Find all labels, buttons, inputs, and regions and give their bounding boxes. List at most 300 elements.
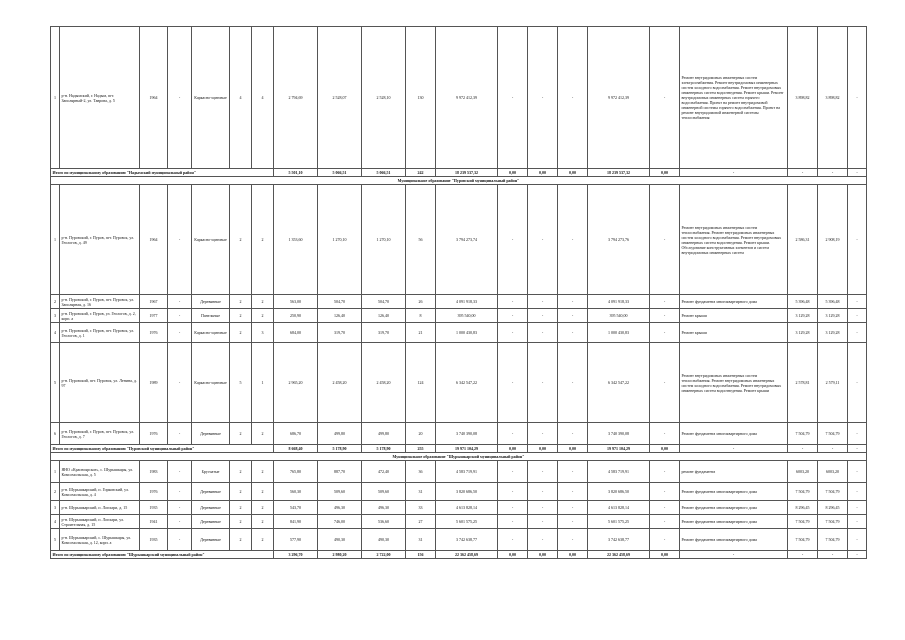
table-cell: - bbox=[528, 295, 558, 309]
total-value: 3 296,70 bbox=[274, 551, 318, 559]
table-cell: - bbox=[498, 501, 528, 515]
table-cell: - bbox=[498, 423, 528, 445]
table-cell: р-н. Пуровский, г. Пуров, пгт. Пуровск, ул. Геологов, д. 7 bbox=[60, 423, 140, 445]
table-cell: - bbox=[168, 323, 192, 343]
total-value: 18 239 537,32 bbox=[588, 169, 650, 177]
table-cell: 36 bbox=[406, 461, 436, 483]
total-value: - bbox=[818, 169, 848, 177]
table-cell: 1977 bbox=[140, 309, 168, 323]
section-title: Муниципальное образование "Пуровский муниципальный район" bbox=[51, 177, 867, 185]
table-cell: 2 bbox=[230, 423, 252, 445]
table-cell: - bbox=[650, 295, 680, 309]
table-cell: - bbox=[558, 295, 588, 309]
table-cell: - bbox=[558, 461, 588, 483]
table-cell: р-н. Пуровский, г. Пуров, пгт. Пуровск, ул. Геологов, д. 49 bbox=[60, 185, 140, 295]
table-cell: Ремонт фундамента многоквартирного дома bbox=[680, 529, 788, 551]
table-cell: 1 bbox=[51, 185, 60, 295]
table-cell: 7 504,79 bbox=[818, 423, 848, 445]
table-cell: 6003,20 bbox=[788, 461, 818, 483]
total-value: - bbox=[788, 551, 818, 559]
table-cell: Панельные bbox=[192, 309, 230, 323]
total-value: 8 668,40 bbox=[274, 445, 318, 453]
table-cell: Каркасно-щитовые bbox=[192, 185, 230, 295]
total-row bbox=[51, 445, 867, 453]
total-value: 0,00 bbox=[498, 551, 528, 559]
table-cell: 536,60 bbox=[362, 515, 406, 529]
table-cell: 5 601 575,25 bbox=[588, 515, 650, 529]
table-cell: 1 000 430,83 bbox=[588, 323, 650, 343]
table-cell: р-н. Надымский, г. Надым, пгт. Заполярный-2, ул. Таврова, д. 5 bbox=[60, 27, 140, 169]
table-cell: 124 bbox=[406, 343, 436, 423]
table-cell: - bbox=[528, 461, 558, 483]
table-cell: - bbox=[650, 515, 680, 529]
table-cell: 2 bbox=[230, 185, 252, 295]
table-cell: - bbox=[558, 343, 588, 423]
table-cell: 3 794 273,74 bbox=[436, 185, 498, 295]
table-cell: 7 504,79 bbox=[818, 515, 848, 529]
total-label: Итого по муниципальному образованию "Шурышкарский муниципальный район" bbox=[51, 551, 274, 559]
table-cell: 1 353,60 bbox=[274, 185, 318, 295]
table-cell: - bbox=[848, 483, 867, 501]
table-cell: 577,90 bbox=[274, 529, 318, 551]
table-cell: 2 965,20 bbox=[274, 343, 318, 423]
table-cell: 5 601 575,25 bbox=[436, 515, 498, 529]
table-cell: 1935 bbox=[140, 501, 168, 515]
table-cell: - bbox=[498, 309, 528, 323]
table-cell: - bbox=[848, 501, 867, 515]
table-cell: 4 bbox=[51, 515, 60, 529]
table-cell: - bbox=[848, 423, 867, 445]
total-value: - bbox=[848, 445, 867, 453]
table-row bbox=[51, 185, 867, 295]
table-cell: 1989 bbox=[140, 343, 168, 423]
table-row bbox=[51, 423, 867, 445]
table-cell: 2 bbox=[230, 501, 252, 515]
table-cell: 686,70 bbox=[274, 423, 318, 445]
table-cell: 4 bbox=[51, 323, 60, 343]
total-row bbox=[51, 551, 867, 559]
total-value: - bbox=[788, 169, 818, 177]
table-cell: 496,30 bbox=[362, 501, 406, 515]
total-value: 0,00 bbox=[558, 445, 588, 453]
table-cell: 9 972 412,39 bbox=[436, 27, 498, 169]
table-cell: Брусчатые bbox=[192, 461, 230, 483]
section-title-row bbox=[51, 453, 867, 461]
total-value: 5 066,51 bbox=[318, 169, 362, 177]
table-cell: - bbox=[168, 185, 192, 295]
total-value: - bbox=[848, 551, 867, 559]
total-value: 5 178,90 bbox=[318, 445, 362, 453]
table-cell: 3 129,28 bbox=[788, 323, 818, 343]
table-cell: 395 540,00 bbox=[436, 309, 498, 323]
table-row bbox=[51, 529, 867, 551]
table-cell: - bbox=[498, 483, 528, 501]
table-cell: 2 586,31 bbox=[788, 185, 818, 295]
table-cell: 4 091 918,33 bbox=[436, 295, 498, 309]
table-cell: 2 bbox=[230, 323, 252, 343]
table-cell: 499,80 bbox=[362, 423, 406, 445]
table-cell: 4 091 918,33 bbox=[588, 295, 650, 309]
table-cell: р-н. Шурышкарский, п. Горковский, ул. Комсомольская, д. 4 bbox=[60, 483, 140, 501]
table-cell: 509,60 bbox=[362, 483, 406, 501]
table-cell: 560,30 bbox=[274, 483, 318, 501]
table-cell: - bbox=[848, 461, 867, 483]
table-cell: Ремонт фундамента многоквартирного дома bbox=[680, 295, 788, 309]
table-cell: 2 bbox=[230, 309, 252, 323]
total-value: 0,00 bbox=[650, 445, 680, 453]
table-cell: 31 bbox=[406, 483, 436, 501]
table-cell: 2 bbox=[51, 295, 60, 309]
total-value: 5 178,90 bbox=[362, 445, 406, 453]
table-cell: - bbox=[528, 529, 558, 551]
table-cell: 3 898,82 bbox=[818, 27, 848, 169]
table-cell: - bbox=[168, 483, 192, 501]
total-value: - bbox=[818, 445, 848, 453]
table-cell: 2 bbox=[252, 423, 274, 445]
table-cell: 3 bbox=[51, 501, 60, 515]
table-cell: 6 bbox=[51, 423, 60, 445]
table-cell: 1967 bbox=[140, 295, 168, 309]
table-cell: 8 296,45 bbox=[818, 501, 848, 515]
table-cell: 7 504,79 bbox=[818, 529, 848, 551]
table-row bbox=[51, 501, 867, 515]
table-cell: 3 742 638,77 bbox=[588, 529, 650, 551]
table-cell: 504,70 bbox=[318, 295, 362, 309]
total-value: 2 722,00 bbox=[362, 551, 406, 559]
table-cell: 1976 bbox=[140, 483, 168, 501]
table-cell: 746,00 bbox=[318, 515, 362, 529]
table-cell: 496,30 bbox=[318, 501, 362, 515]
table-cell: - bbox=[558, 323, 588, 343]
table-cell: 8 bbox=[406, 309, 436, 323]
table-cell: 504,70 bbox=[362, 295, 406, 309]
capital-repair-table bbox=[50, 26, 867, 559]
total-value: - bbox=[818, 551, 848, 559]
table-cell: 2 bbox=[252, 295, 274, 309]
table-cell: 27 bbox=[406, 515, 436, 529]
table-cell: 2 794,69 bbox=[274, 27, 318, 169]
table-row bbox=[51, 515, 867, 529]
table-cell: 2 578,81 bbox=[788, 343, 818, 423]
table-cell: ремонт фундамента bbox=[680, 461, 788, 483]
table-cell: Ремонт фундамента многоквартирного дома bbox=[680, 501, 788, 515]
table-cell: 2 458,20 bbox=[318, 343, 362, 423]
table-cell: - bbox=[498, 461, 528, 483]
table-cell: 490,30 bbox=[362, 529, 406, 551]
table-cell: 887,70 bbox=[318, 461, 362, 483]
table-cell: 2 528,10 bbox=[362, 27, 406, 169]
table-cell: - bbox=[650, 529, 680, 551]
table-cell: 2 bbox=[51, 483, 60, 501]
table-cell: - bbox=[558, 501, 588, 515]
table-cell: 2 bbox=[252, 501, 274, 515]
table-cell: - bbox=[528, 501, 558, 515]
total-value: 156 bbox=[406, 551, 436, 559]
table-cell: 841,90 bbox=[274, 515, 318, 529]
table-cell: 126,40 bbox=[318, 309, 362, 323]
table-cell: Ремонт фундамента многоквартирного дома bbox=[680, 515, 788, 529]
table-cell: - bbox=[558, 515, 588, 529]
table-cell: - bbox=[498, 185, 528, 295]
table-cell: 1976 bbox=[140, 323, 168, 343]
table-cell: - bbox=[528, 515, 558, 529]
table-cell: - bbox=[498, 343, 528, 423]
table-cell: Каркасно-щитовые bbox=[192, 343, 230, 423]
total-value: - bbox=[680, 551, 788, 559]
table-cell: 4 bbox=[252, 27, 274, 169]
table-cell: 2 bbox=[252, 515, 274, 529]
total-value: 0,00 bbox=[498, 169, 528, 177]
table-cell: - bbox=[558, 529, 588, 551]
total-value: 0,00 bbox=[498, 445, 528, 453]
table-cell: 250,90 bbox=[274, 309, 318, 323]
table-cell: р-н. Пуровский, г. Пуров, пгт. Пуровск, ул. Заполярная, д. 16 bbox=[60, 295, 140, 309]
table-cell: 4 613 828,14 bbox=[436, 501, 498, 515]
table-cell: 1941 bbox=[140, 515, 168, 529]
table-cell: - bbox=[848, 515, 867, 529]
table-cell: 2 bbox=[230, 529, 252, 551]
table-cell: 7 504,79 bbox=[788, 515, 818, 529]
table-cell: 1964 bbox=[140, 185, 168, 295]
table-cell: 3 740 390,08 bbox=[588, 423, 650, 445]
table-cell: 765,80 bbox=[274, 461, 318, 483]
table-cell: 20 bbox=[406, 423, 436, 445]
table-cell: Ремонт внутридомовых инженерных систем электроснабжения. Ремонт внутридомовых инженерных систем холодного водоснабжения. Ремонт внутридомовых инженерных систем водоотведения. Ремонт крыши. Ремонт внутридомовых инженерных систем горячего водоснабжения. Проект на ремонт внутридомовой инженерной системы горячего водоснабжения. Проект на ремонт внутридомовой инженерной системы теплоснабжения bbox=[680, 27, 788, 169]
table-cell: - bbox=[168, 27, 192, 169]
table-row bbox=[51, 483, 867, 501]
table-cell: 1 bbox=[252, 343, 274, 423]
table-cell: - bbox=[168, 529, 192, 551]
table-cell: Ремонт фундамента многоквартирного дома bbox=[680, 423, 788, 445]
table-cell: 2 579,11 bbox=[818, 343, 848, 423]
table-cell: 33 bbox=[406, 501, 436, 515]
table-cell: 56 bbox=[406, 185, 436, 295]
table-cell: - bbox=[848, 309, 867, 323]
table-cell: 5 bbox=[230, 343, 252, 423]
table-cell: 6003,20 bbox=[818, 461, 848, 483]
table-cell: Деревянные bbox=[192, 529, 230, 551]
table-cell: - bbox=[528, 323, 558, 343]
table-cell: - bbox=[168, 461, 192, 483]
table-cell: 3 820 686,50 bbox=[436, 483, 498, 501]
table-cell: 2 bbox=[230, 295, 252, 309]
table-cell: - bbox=[848, 343, 867, 423]
table-cell: 4 bbox=[230, 27, 252, 169]
table-cell: 2 bbox=[252, 461, 274, 483]
table-cell: р-н. Пуровский, г. Пуров, ул. Геологов, д. 2, корп. а bbox=[60, 309, 140, 323]
total-value: 2 980,20 bbox=[318, 551, 362, 559]
table-cell: 6 342 547,22 bbox=[436, 343, 498, 423]
table-cell: 3 bbox=[252, 323, 274, 343]
table-cell: 1 000 430,83 bbox=[436, 323, 498, 343]
total-value: 0,00 bbox=[528, 169, 558, 177]
table-row bbox=[51, 323, 867, 343]
table-cell: 2 bbox=[252, 529, 274, 551]
total-value: 22 362 458,69 bbox=[436, 551, 498, 559]
table-cell: 31 bbox=[406, 529, 436, 551]
table-cell: 3 898,82 bbox=[788, 27, 818, 169]
table-cell: 1983 bbox=[140, 461, 168, 483]
table-cell: - bbox=[558, 423, 588, 445]
table-cell: 319,70 bbox=[318, 323, 362, 343]
table-cell: 395 540,00 bbox=[588, 309, 650, 323]
table-cell: 2 bbox=[230, 461, 252, 483]
table-row bbox=[51, 461, 867, 483]
table-cell: - bbox=[528, 309, 558, 323]
table-cell: 3 740 390,08 bbox=[436, 423, 498, 445]
table-cell: - bbox=[848, 323, 867, 343]
total-value: 22 362 458,69 bbox=[588, 551, 650, 559]
table-cell: - bbox=[528, 483, 558, 501]
total-value: - bbox=[788, 445, 818, 453]
table-cell: р-н. Шурышкарский, с. Шурышкары, ул. Комсомольская, д. 12, корп. а bbox=[60, 529, 140, 551]
table-cell: - bbox=[650, 185, 680, 295]
table-cell: - bbox=[168, 515, 192, 529]
table-cell: 3 820 686,50 bbox=[588, 483, 650, 501]
table-cell: Ремонт фундамента многоквартирного дома bbox=[680, 483, 788, 501]
table-cell: 2 bbox=[230, 483, 252, 501]
table-cell: 5 396,48 bbox=[818, 295, 848, 309]
table-cell: - bbox=[168, 295, 192, 309]
table-cell: - bbox=[650, 461, 680, 483]
table-cell: 2 bbox=[230, 515, 252, 529]
table-cell: 4 583 719,91 bbox=[436, 461, 498, 483]
table-cell: 509,60 bbox=[318, 483, 362, 501]
section-title-row bbox=[51, 177, 867, 185]
table-cell: 2 458,20 bbox=[362, 343, 406, 423]
table-cell: - bbox=[528, 185, 558, 295]
table-cell: 3 742 638,77 bbox=[436, 529, 498, 551]
table-cell: 9 972 412,39 bbox=[588, 27, 650, 169]
total-value: 0,00 bbox=[650, 551, 680, 559]
table-cell: Ремонт крыши bbox=[680, 309, 788, 323]
table-cell: 1 270,10 bbox=[318, 185, 362, 295]
total-value: 0,00 bbox=[558, 169, 588, 177]
table-cell: 21 bbox=[406, 323, 436, 343]
table-cell: - bbox=[650, 309, 680, 323]
table-cell: - bbox=[558, 483, 588, 501]
table-cell: - bbox=[650, 323, 680, 343]
table-cell: 5 bbox=[51, 343, 60, 423]
table-cell: - bbox=[168, 423, 192, 445]
table-cell: 4 613 828,14 bbox=[588, 501, 650, 515]
total-value: 255 bbox=[406, 445, 436, 453]
table-cell: Ремонт внутридомовых инженерных систем теплоснабжения. Ремонт внутридомовых инженерных систем холодного водоснабжения. Ремонт внутридомовых инженерных систем водоотведения. Ремонт крыши. Обследование конструктивных элементов и систем внутридомовых инженерных систем bbox=[680, 185, 788, 295]
table-cell: 543,70 bbox=[274, 501, 318, 515]
table-cell: 2 908,19 bbox=[818, 185, 848, 295]
table-cell: р-н. Пуровский, г. Пуров, пгт. Пуровск, ул. Геологов, д. 1 bbox=[60, 323, 140, 343]
table-cell: 3 129,28 bbox=[818, 323, 848, 343]
table-cell: 2 bbox=[252, 309, 274, 323]
table-cell: - bbox=[498, 529, 528, 551]
table-cell: - bbox=[168, 309, 192, 323]
total-value: 0,00 bbox=[528, 551, 558, 559]
table-cell: Деревянные bbox=[192, 423, 230, 445]
table-cell: 8 296,45 bbox=[788, 501, 818, 515]
table-cell: - bbox=[168, 501, 192, 515]
table-cell: 499,80 bbox=[318, 423, 362, 445]
total-value: - bbox=[680, 445, 788, 453]
total-row bbox=[51, 169, 867, 177]
table-cell: - bbox=[650, 501, 680, 515]
table-cell: - bbox=[498, 323, 528, 343]
table-cell: - bbox=[498, 295, 528, 309]
table-cell: 2 528,07 bbox=[318, 27, 362, 169]
table-cell: 130 bbox=[406, 27, 436, 169]
table-cell: 7 504,79 bbox=[788, 529, 818, 551]
table-cell: 2 bbox=[252, 483, 274, 501]
table-cell: Деревянные bbox=[192, 515, 230, 529]
table-cell: 7 504,79 bbox=[788, 423, 818, 445]
table-cell: - bbox=[498, 515, 528, 529]
table-cell: - bbox=[650, 423, 680, 445]
table-cell: 3 794 273,76 bbox=[588, 185, 650, 295]
table-cell: 7 504,79 bbox=[788, 483, 818, 501]
table-cell: 3 bbox=[51, 309, 60, 323]
table-cell: - bbox=[848, 529, 867, 551]
table-cell: - bbox=[498, 27, 528, 169]
table-row bbox=[51, 343, 867, 423]
table-cell: ЯНО «Красноярское», с. Шурышкары, ул. Комсомольская, д. 5 bbox=[60, 461, 140, 483]
table-cell: 3 129,28 bbox=[818, 309, 848, 323]
total-value: - bbox=[848, 169, 867, 177]
table-cell: Ремонт крыши bbox=[680, 323, 788, 343]
total-value: 242 bbox=[406, 169, 436, 177]
table-cell: 1964 bbox=[140, 27, 168, 169]
table-cell: 1935 bbox=[140, 529, 168, 551]
table-cell: 6 342 547,22 bbox=[588, 343, 650, 423]
table-row bbox=[51, 295, 867, 309]
table-cell: р-н. Шурышкарский, п. Лопхари, ул. Строительная, д. 15 bbox=[60, 515, 140, 529]
total-value: 19 971 104,29 bbox=[436, 445, 498, 453]
table-cell: Ремонт внутридомовых инженерных систем теплоснабжения. Ремонт внутридомовых инженерных систем холодного водоснабжения. Ремонт внутридомовых инженерных систем водоотведения. Ремонт крыши bbox=[680, 343, 788, 423]
table-cell: Деревянные bbox=[192, 501, 230, 515]
table-cell: - bbox=[848, 295, 867, 309]
table-row bbox=[51, 309, 867, 323]
table-cell: 472,40 bbox=[362, 461, 406, 483]
table-cell: 1 bbox=[51, 27, 60, 169]
total-value: 5 501,10 bbox=[274, 169, 318, 177]
table-cell: 126,40 bbox=[362, 309, 406, 323]
table-cell: 563,00 bbox=[274, 295, 318, 309]
total-value: 0,00 bbox=[558, 551, 588, 559]
table-cell: 1976 bbox=[140, 423, 168, 445]
table-cell: Деревянные bbox=[192, 295, 230, 309]
table-cell: 1 bbox=[51, 461, 60, 483]
total-label: Итого по муниципальному образованию "Надымский муниципальный район" bbox=[51, 169, 274, 177]
table-cell: Каркасно-щитовые bbox=[192, 323, 230, 343]
table-cell: 5 bbox=[51, 529, 60, 551]
total-value: 0,00 bbox=[528, 445, 558, 453]
total-label: Итого по муниципальному образованию "Пуровский муниципальный район" bbox=[51, 445, 274, 453]
table-cell: 319,70 bbox=[362, 323, 406, 343]
table-cell: 1 270,10 bbox=[362, 185, 406, 295]
table-cell: 4 583 719,91 bbox=[588, 461, 650, 483]
section-title: Муниципальное образование "Шурышкарский муниципальный район" bbox=[51, 453, 867, 461]
total-value: 19 971 104,29 bbox=[588, 445, 650, 453]
total-value: 0,00 bbox=[650, 169, 680, 177]
total-value: 18 239 537,32 bbox=[436, 169, 498, 177]
table-cell: 490,30 bbox=[318, 529, 362, 551]
table-cell: 2 bbox=[252, 185, 274, 295]
table-cell: 5 396,48 bbox=[788, 295, 818, 309]
table-cell: - bbox=[558, 309, 588, 323]
table-cell: - bbox=[528, 423, 558, 445]
table-cell: - bbox=[650, 483, 680, 501]
table-cell: - bbox=[528, 27, 558, 169]
total-value: 5 066,51 bbox=[362, 169, 406, 177]
table-cell: - bbox=[168, 343, 192, 423]
